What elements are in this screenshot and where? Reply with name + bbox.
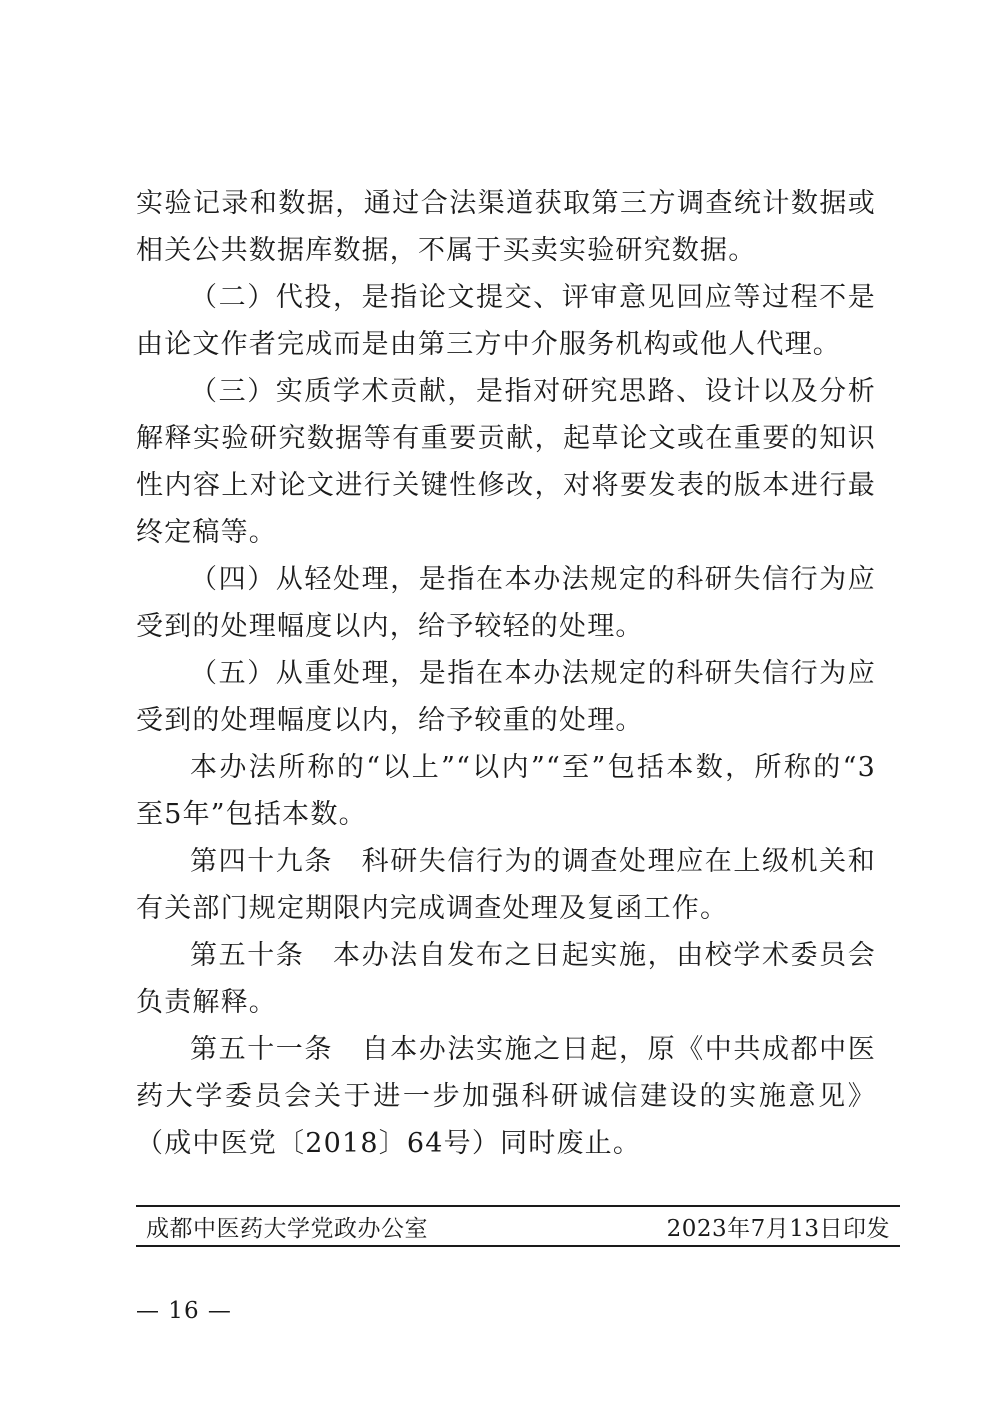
page-number: — 16 — xyxy=(136,1298,232,1324)
footer-bottom-rule xyxy=(136,1245,900,1247)
body-text xyxy=(136,180,876,1167)
article-50: 第五十条 本办法自发布之日起实施，由校学术委员会负责解释。 xyxy=(136,940,876,1018)
issuance-footer xyxy=(136,1205,900,1247)
footer-row xyxy=(136,1207,900,1245)
paragraph: 本办法所称的“以上”“以内”“至”包括本数，所称的“3至5年”包括本数。 xyxy=(136,752,876,830)
issuer-name: 成都中医药大学党政办公室 xyxy=(146,1215,428,1242)
issue-date: 2023年7月13日印发 xyxy=(666,1215,890,1242)
paragraph: （二）代投，是指论文提交、评审意见回应等过程不是由论文作者完成而是由第三方中介服务机构或他人代理。 xyxy=(136,282,876,360)
article-49: 第四十九条 科研失信行为的调查处理应在上级机关和有关部门规定期限内完成调查处理及复函工作。 xyxy=(136,846,876,924)
paragraph: （四）从轻处理，是指在本办法规定的科研失信行为应受到的处理幅度以内，给予较轻的处理。 xyxy=(136,564,876,642)
paragraph: 实验记录和数据，通过合法渠道获取第三方调查统计数据或相关公共数据库数据，不属于买卖实验研究数据。 xyxy=(136,188,876,266)
paragraph: （三）实质学术贡献，是指对研究思路、设计以及分析解释实验研究数据等有重要贡献，起草论文或在重要的知识性内容上对论文进行关键性修改，对将要发表的版本进行最终定稿等。 xyxy=(136,376,876,548)
paragraph: （五）从重处理，是指在本办法规定的科研失信行为应受到的处理幅度以内，给予较重的处理。 xyxy=(136,658,876,736)
article-51: 第五十一条 自本办法实施之日起，原《中共成都中医药大学委员会关于进一步加强科研诚信建设的实施意见》（成中医党〔2018〕64号）同时废止。 xyxy=(136,1034,876,1159)
